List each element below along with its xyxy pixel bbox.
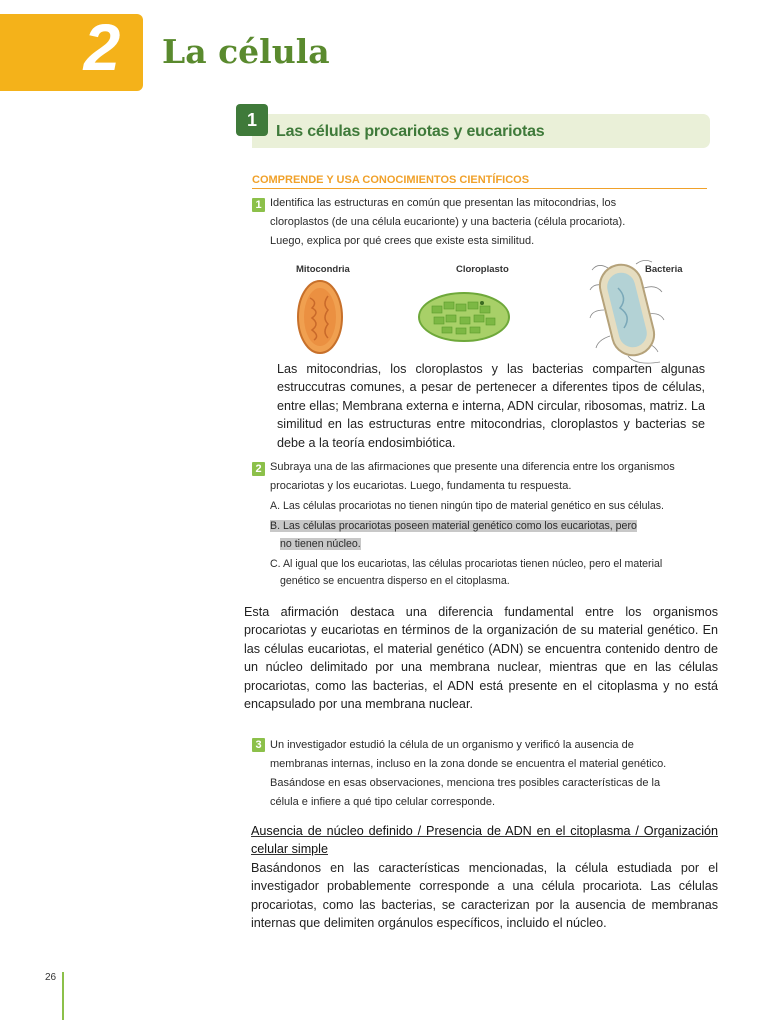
question-3-answer-heading-text: Ausencia de núcleo definido / Presencia de ADN en el citoplasma / Organización celular simple xyxy=(251,824,718,857)
question-3-answer xyxy=(251,822,718,932)
option-b-highlight-2: no tienen núcleo. xyxy=(280,538,361,550)
bacteria-illustration xyxy=(588,258,672,370)
chloroplast-illustration xyxy=(416,290,512,344)
question-2-line: Subraya una de las afirmaciones que presente una diferencia entre los organismos xyxy=(270,461,675,473)
question-3-number: 3 xyxy=(252,738,265,752)
question-3-text xyxy=(270,736,710,812)
option-b-line-1 xyxy=(270,517,637,535)
question-3-line: Basándose en esas observaciones, menciona tres posibles características de la xyxy=(270,777,661,789)
chapter-number: 2 xyxy=(83,10,121,84)
option-c-line-2: genético se encuentra disperso en el citoplasma. xyxy=(280,575,510,587)
mitochondria-illustration xyxy=(290,278,350,356)
question-3-line: célula e infiere a qué tipo celular corresponde. xyxy=(270,796,496,808)
question-3-answer-body xyxy=(251,859,718,933)
bacteria-label: Bacteria xyxy=(645,264,683,275)
question-3-answer-heading xyxy=(251,822,718,859)
question-1-text xyxy=(270,194,710,251)
page-number: 26 xyxy=(45,972,57,983)
question-2-number: 2 xyxy=(252,462,265,476)
question-2-text xyxy=(270,458,710,496)
mitochondria-label: Mitocondria xyxy=(296,264,350,275)
chapter-title: La célula xyxy=(162,32,330,71)
question-1-answer-text: Las mitocondrias, los cloroplastos y las bacterias comparten algunas estruccutras comunes, a pesar de pertenecer a diferentes tipos de células, entre ellas; Membrana externa e interna, ADN circular, ribosomas, matriz. La similitud en las estructuras entre mitocondrias, cloroplastos y bacterias se debe a la teoría endosimbiótica. xyxy=(277,362,705,450)
question-3-line: membranas internas, incluso en la zona donde se encuentra el material genético. xyxy=(270,758,667,770)
question-1-number: 1 xyxy=(252,198,265,212)
question-1-answer xyxy=(277,360,705,452)
question-1-line: cloroplastos (de una célula eucarionte) y una bacteria (célula procariota). xyxy=(270,216,626,228)
question-1-line: Identifica las estructuras en común que presentan las mitocondrias, los xyxy=(270,197,617,209)
option-b-highlight-1: B. Las células procariotas poseen material genético como los eucariotas, pero xyxy=(270,520,637,532)
option-a: A. Las células procariotas no tienen ningún tipo de material genético en sus células. xyxy=(270,500,664,512)
option-c-line-1: C. Al igual que los eucariotas, las células procariotas tienen núcleo, pero el material xyxy=(270,558,663,570)
option-b-line-2 xyxy=(280,535,361,553)
question-2-answer-text: Esta afirmación destaca una diferencia fundamental entre los organismos procariotas y eucariotas en términos de la organización de su material genético. En las células eucariotas, el material genético (ADN) se encuentra contenido dentro de un núcleo delimitado por una membrana nuclear, mientras que en las células procariotas, como las bacterias, el ADN está presente en el citoplasma y no está encapsulado por una membrana nuclear. xyxy=(244,605,718,712)
section-title: Las células procariotas y eucariotas xyxy=(276,123,545,140)
skill-heading xyxy=(252,172,707,189)
section-number: 1 xyxy=(236,104,268,136)
page-rule xyxy=(62,972,64,1020)
question-3-line: Un investigador estudió la célula de un organismo y verificó la ausencia de xyxy=(270,739,634,751)
question-2-line: procariotas y los eucariotas. Luego, fundamenta tu respuesta. xyxy=(270,480,572,492)
question-3-answer-text: Basándonos en las características mencionadas, la célula estudiada por el investigador probablemente corresponde a una célula procariota. Las células procariotas, como las bacterias, se caracterizan por la ausencia de membranas internas que delimiten orgánulos específicos, incluido el núcleo. xyxy=(251,860,718,931)
skill-heading-text: COMPRENDE Y USA CONOCIMIENTOS CIENTÍFICOS xyxy=(252,174,530,186)
question-1-line: Luego, explica por qué crees que existe esta similitud. xyxy=(270,235,535,247)
question-2-answer xyxy=(244,603,718,713)
chloroplast-label: Cloroplasto xyxy=(456,264,509,275)
